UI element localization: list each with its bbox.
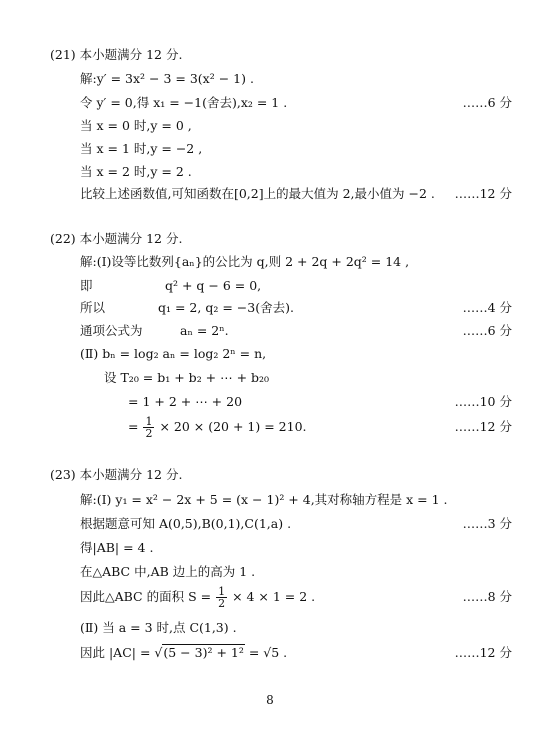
q21-line6: 比较上述函数值,可知函数在[0,2]上的最大值为 2,最小值为 −2 . — [80, 186, 435, 201]
q21-line6-points: ……12 分 — [454, 186, 512, 201]
q22-header: (22) 本小题满分 12 分. — [50, 231, 183, 246]
fraction-half — [216, 586, 227, 609]
q23-line7-rest: = √5 . — [248, 645, 288, 660]
q21-line2: 令 y′ = 0,得 x₁ = −1(舍去),x₂ = 1 . — [80, 95, 288, 110]
radicand: (5 − 3)² + 1² — [163, 645, 244, 660]
q22-line6: 设 T₂₀ = b₁ + b₂ + ⋯ + b₂₀ — [104, 370, 270, 385]
q22-line8-rest: × 20 × (20 + 1) = 210. — [159, 419, 307, 434]
q23-line7-text: 因此 |AC| = √ — [80, 645, 163, 660]
q21-line3: 当 x = 0 时,y = 0 , — [80, 118, 192, 133]
fraction-denominator: 2 — [145, 427, 153, 440]
q21-line1: 解:y′ = 3x² − 3 = 3(x² − 1) . — [80, 71, 254, 86]
fraction-numerator: 1 — [145, 415, 153, 428]
q23-line1: 解:(Ⅰ) y₁ = x² − 2x + 5 = (x − 1)² + 4,其对称轴方程是 x = 1 . — [80, 492, 448, 507]
fraction-numerator: 1 — [218, 585, 226, 598]
q22-line3-points: ……4 分 — [462, 300, 512, 315]
q21-line5: 当 x = 2 时,y = 2 . — [80, 164, 192, 179]
q22-line3-label: 所以 — [80, 300, 106, 315]
q23-line5-points: ……8 分 — [462, 589, 512, 604]
q22-line7-points: ……10 分 — [454, 394, 512, 409]
q22-line3-eq: q₁ = 2, q₂ = −3(舍去). — [158, 300, 294, 315]
q22-line8 — [128, 414, 307, 440]
q23-line6: (Ⅱ) 当 a = 3 时,点 C(1,3) . — [80, 620, 237, 635]
q23-line5-text: 因此△ABC 的面积 S = — [80, 589, 212, 604]
q22-line4-label: 通项公式为 — [80, 323, 143, 338]
q21-line2-points: ……6 分 — [462, 95, 512, 110]
q22-line5: (Ⅱ) bₙ = log₂ aₙ = log₂ 2ⁿ = n, — [80, 346, 267, 361]
fraction-denominator: 2 — [218, 597, 226, 610]
q22-line4-eq: aₙ = 2ⁿ. — [180, 323, 229, 338]
q22-line1: 解:(Ⅰ)设等比数列{aₙ}的公比为 q,则 2 + 2q + 2q² = 14 , — [80, 254, 410, 269]
q22-line2-eq: q² + q − 6 = 0, — [165, 278, 262, 293]
q23-line5-rest: × 4 × 1 = 2 . — [232, 589, 316, 604]
q22-line4-points: ……6 分 — [462, 323, 512, 338]
q23-line5 — [80, 584, 315, 610]
fraction-half — [143, 416, 154, 439]
q22-line2-label: 即 — [80, 278, 93, 293]
q21-header: (21) 本小题满分 12 分. — [50, 47, 183, 62]
q23-line4: 在△ABC 中,AB 边上的高为 1 . — [80, 564, 256, 579]
q23-line2-points: ……3 分 — [462, 516, 512, 531]
q23-line2: 根据题意可知 A(0,5),B(0,1),C(1,a) . — [80, 516, 292, 531]
q23-line3: 得|AB| = 4 . — [80, 540, 154, 555]
q23-line7-points: ……12 分 — [454, 645, 512, 660]
q22-line8-points: ……12 分 — [454, 419, 512, 434]
q22-line7: = 1 + 2 + ⋯ + 20 — [128, 394, 243, 409]
q23-header: (23) 本小题满分 12 分. — [50, 467, 183, 482]
q23-line7 — [80, 645, 287, 661]
page-number: 8 — [266, 693, 274, 707]
q21-line4: 当 x = 1 时,y = −2 , — [80, 141, 203, 156]
q22-line8-eq: = — [128, 419, 139, 434]
